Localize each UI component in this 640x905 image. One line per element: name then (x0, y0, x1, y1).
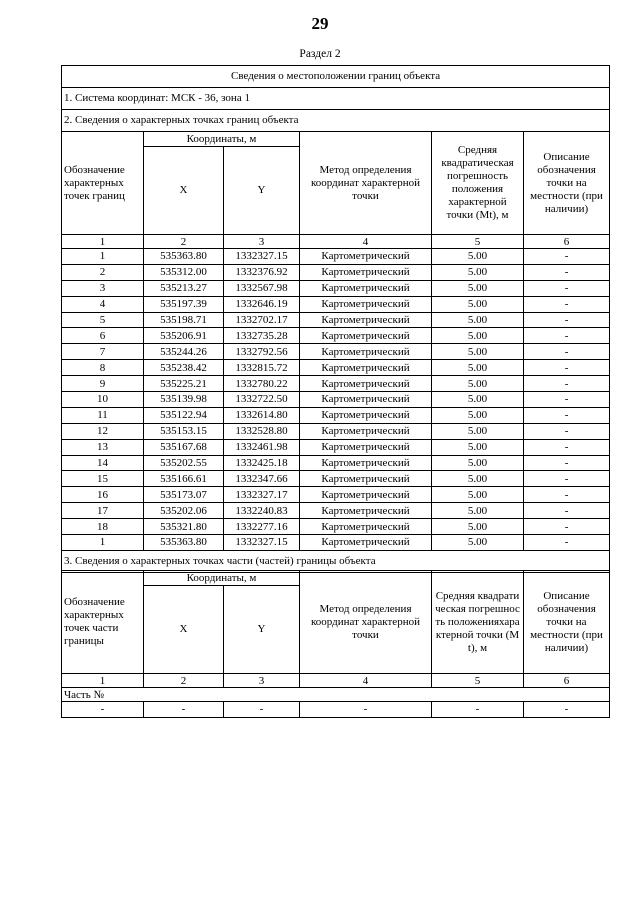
table-cell: 9 (62, 376, 144, 392)
table-cell: 535166.61 (144, 471, 224, 487)
table-row (62, 328, 610, 344)
table-cell: - (524, 312, 610, 328)
header-desc: Описание обозначения точки на местности (при наличии) (524, 571, 610, 674)
table-cell: 17 (62, 503, 144, 519)
table-cell: 15 (62, 471, 144, 487)
table-cell: 535173.07 (144, 487, 224, 503)
table-row (62, 296, 610, 312)
table-cell: 4 (62, 296, 144, 312)
table-cell: 5 (62, 312, 144, 328)
table-cell: 535244.26 (144, 344, 224, 360)
table-cell: Картометрический (300, 249, 432, 265)
header-coords: Координаты, м (144, 132, 300, 147)
boundary-table (61, 65, 610, 573)
table-row (62, 264, 610, 280)
table-cell: 5.00 (432, 328, 524, 344)
table-cell: - (524, 296, 610, 312)
table-cell: 7 (62, 344, 144, 360)
table-cell: - (524, 471, 610, 487)
col-number: 3 (224, 235, 300, 249)
table-cell: - (524, 455, 610, 471)
table-cell: 2 (62, 264, 144, 280)
table-cell: 1332815.72 (224, 360, 300, 376)
table-row (62, 280, 610, 296)
table-row (62, 439, 610, 455)
table-cell: 5.00 (432, 312, 524, 328)
section-3-title: 3. Сведения о характерных точках части (частей) границы объекта (62, 550, 610, 572)
table-cell: 5.00 (432, 407, 524, 423)
header-point: Обозначение характерных точек границ (62, 132, 144, 235)
header-x: X (144, 586, 224, 674)
table-cell: Картометрический (300, 328, 432, 344)
table-cell: 535167.68 (144, 439, 224, 455)
table-cell: 1332646.19 (224, 296, 300, 312)
table-cell: Картометрический (300, 455, 432, 471)
col-number: 6 (524, 235, 610, 249)
table-cell: 5.00 (432, 423, 524, 439)
col-number: 5 (432, 235, 524, 249)
header-method: Метод определения координат характерной точки (300, 571, 432, 674)
table-cell: Картометрический (300, 439, 432, 455)
boundary-rows (62, 249, 610, 551)
table-cell: Картометрический (300, 344, 432, 360)
table-cell: 535206.91 (144, 328, 224, 344)
table-cell: 18 (62, 519, 144, 535)
table-cell: 1332735.28 (224, 328, 300, 344)
table-cell: 5.00 (432, 392, 524, 408)
table-cell: - (524, 439, 610, 455)
table-cell: 5.00 (432, 344, 524, 360)
table-cell: 1332277.16 (224, 519, 300, 535)
header-y: Y (224, 586, 300, 674)
table-row (62, 344, 610, 360)
table-row (62, 535, 610, 551)
table-cell: - (524, 249, 610, 265)
table-cell: Картометрический (300, 280, 432, 296)
table-cell: 1332780.22 (224, 376, 300, 392)
header-error: Средняя квадратическая погрешность положенияхарактерной точки (Mt), м (432, 571, 524, 674)
table-cell: - (524, 519, 610, 535)
empty-cell: - (224, 702, 300, 718)
table-cell: 5.00 (432, 264, 524, 280)
table-cell: 535363.80 (144, 249, 224, 265)
table-row (62, 249, 610, 265)
table-row (62, 455, 610, 471)
table-cell: 535213.27 (144, 280, 224, 296)
col-number: 5 (432, 674, 524, 688)
table-cell: Картометрический (300, 296, 432, 312)
table-cell: 5.00 (432, 455, 524, 471)
table-cell: - (524, 280, 610, 296)
header-error: Средняя квадратическая погрешность положения характерной точки (Mt), м (432, 132, 524, 235)
header-point: Обозначение характерных точек части границы (62, 571, 144, 674)
table-cell: 535363.80 (144, 535, 224, 551)
table-cell: 5.00 (432, 376, 524, 392)
table-cell: 13 (62, 439, 144, 455)
table-cell: 1332327.15 (224, 249, 300, 265)
table-cell: Картометрический (300, 376, 432, 392)
table-cell: 14 (62, 455, 144, 471)
table-row (62, 519, 610, 535)
part-boundary-table (61, 570, 610, 718)
table-cell: 1332722.50 (224, 392, 300, 408)
page-number: 29 (311, 14, 329, 33)
table-cell: - (524, 487, 610, 503)
table-row (62, 423, 610, 439)
table-cell: Картометрический (300, 503, 432, 519)
table-cell: - (524, 535, 610, 551)
col-number: 6 (524, 674, 610, 688)
header-y: Y (224, 147, 300, 235)
table-cell: Картометрический (300, 407, 432, 423)
table-cell: 5.00 (432, 503, 524, 519)
table-cell: - (524, 264, 610, 280)
section-caption: Раздел 2 (299, 48, 341, 60)
table-cell: 535153.15 (144, 423, 224, 439)
table-cell: 8 (62, 360, 144, 376)
table-cell: 535197.39 (144, 296, 224, 312)
col-number: 4 (300, 235, 432, 249)
table-cell: 535198.71 (144, 312, 224, 328)
table-cell: 5.00 (432, 296, 524, 312)
table-cell: 5.00 (432, 487, 524, 503)
table-cell: 3 (62, 280, 144, 296)
table-cell: Картометрический (300, 535, 432, 551)
header-coords: Координаты, м (144, 571, 300, 586)
table-cell: 535122.94 (144, 407, 224, 423)
table-cell: 535202.06 (144, 503, 224, 519)
empty-cell: - (432, 702, 524, 718)
table-cell: 12 (62, 423, 144, 439)
table-cell: 16 (62, 487, 144, 503)
table-cell: - (524, 344, 610, 360)
table-cell: 535321.80 (144, 519, 224, 535)
table-cell: 535139.98 (144, 392, 224, 408)
header-x: X (144, 147, 224, 235)
table-cell: 1332528.80 (224, 423, 300, 439)
table-cell: 1332702.17 (224, 312, 300, 328)
empty-cell: - (524, 702, 610, 718)
section-2-title: 2. Сведения о характерных точках границ объекта (62, 110, 610, 132)
table-cell: 5.00 (432, 535, 524, 551)
table-cell: 11 (62, 407, 144, 423)
table-cell: Картометрический (300, 519, 432, 535)
table-cell: 535202.55 (144, 455, 224, 471)
table-cell: 1332376.92 (224, 264, 300, 280)
table-cell: - (524, 328, 610, 344)
table-cell: 1332347.66 (224, 471, 300, 487)
table-title: Сведения о местоположении границ объекта (62, 66, 610, 88)
table-cell: 1 (62, 535, 144, 551)
coordinate-system: 1. Система координат: МСК - 36, зона 1 (62, 88, 610, 110)
table-row (62, 392, 610, 408)
table-cell: 5.00 (432, 360, 524, 376)
table-cell: - (524, 407, 610, 423)
table-cell: Картометрический (300, 487, 432, 503)
table-cell: 5.00 (432, 439, 524, 455)
table-row (62, 487, 610, 503)
table-cell: 6 (62, 328, 144, 344)
table-row (62, 407, 610, 423)
table-cell: 1 (62, 249, 144, 265)
table-cell: Картометрический (300, 312, 432, 328)
table-row (62, 360, 610, 376)
col-number: 1 (62, 235, 144, 249)
table-cell: 1332327.15 (224, 535, 300, 551)
table-cell: Картометрический (300, 423, 432, 439)
header-desc: Описание обозначения точки на местности (при наличии) (524, 132, 610, 235)
table-row (62, 503, 610, 519)
table-cell: 1332425.18 (224, 455, 300, 471)
table-cell: - (524, 376, 610, 392)
table-cell: Картометрический (300, 360, 432, 376)
table-cell: 5.00 (432, 519, 524, 535)
col-number: 3 (224, 674, 300, 688)
empty-cell: - (62, 702, 144, 718)
table-cell: 535238.42 (144, 360, 224, 376)
table-row (62, 471, 610, 487)
table-cell: 1332327.17 (224, 487, 300, 503)
col-number: 1 (62, 674, 144, 688)
table-cell: 1332792.56 (224, 344, 300, 360)
table-cell: Картометрический (300, 392, 432, 408)
table-row (62, 376, 610, 392)
table-cell: 10 (62, 392, 144, 408)
table-cell: - (524, 360, 610, 376)
empty-cell: - (144, 702, 224, 718)
col-number: 4 (300, 674, 432, 688)
table-cell: 1332461.98 (224, 439, 300, 455)
table-cell: 5.00 (432, 280, 524, 296)
table-cell: - (524, 503, 610, 519)
table-cell: 535312.00 (144, 264, 224, 280)
table-cell: 1332240.83 (224, 503, 300, 519)
table-cell: - (524, 423, 610, 439)
table-cell: 1332614.80 (224, 407, 300, 423)
col-number: 2 (144, 674, 224, 688)
table-cell: 535225.21 (144, 376, 224, 392)
table-cell: 5.00 (432, 471, 524, 487)
table-row (62, 312, 610, 328)
table-cell: 5.00 (432, 249, 524, 265)
empty-cell: - (300, 702, 432, 718)
header-method: Метод определения координат характерной точки (300, 132, 432, 235)
table-cell: Картометрический (300, 264, 432, 280)
table-cell: Картометрический (300, 471, 432, 487)
col-number: 2 (144, 235, 224, 249)
table-cell: 1332567.98 (224, 280, 300, 296)
part-label: Часть № (62, 688, 610, 702)
table-cell: - (524, 392, 610, 408)
